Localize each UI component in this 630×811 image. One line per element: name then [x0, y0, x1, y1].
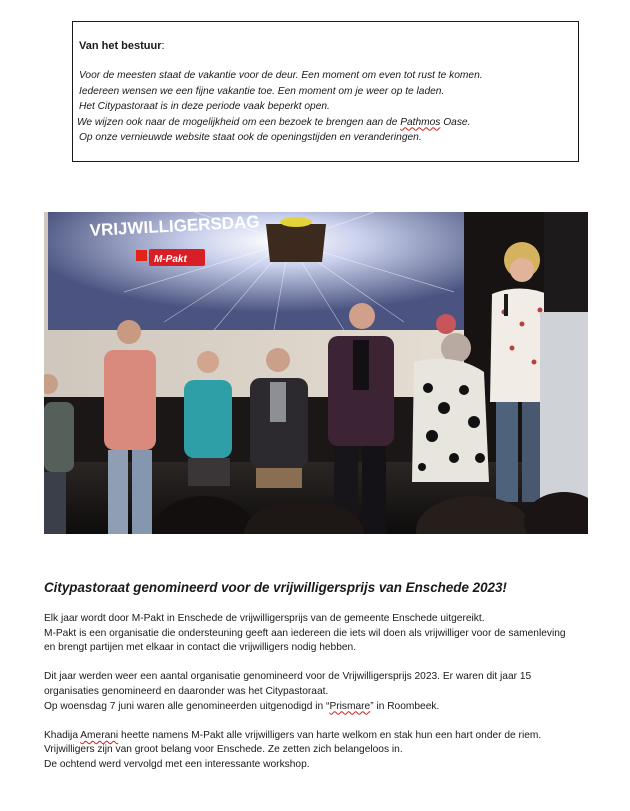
paragraph-1-line-1: Elk jaar wordt door M-Pakt in Enschede de vrijwilligersprijs van de gemeente Enschede uitgereikt. — [44, 613, 485, 624]
notice-line-2: Iedereen wensen we een fijne vakantie toe. Een moment om je weer op te laden. — [79, 85, 445, 97]
notice-line-4-end: Oase. — [440, 116, 471, 128]
article-title: Citypastoraat genomineerd voor de vrijwilligersprijs van Enschede 2023! — [44, 580, 507, 595]
paragraph-3-line-1-end: heette namens M-Pakt alle vrijwilligers van harte welkom en stak hun een hart onder de riem. — [118, 729, 542, 741]
paragraph-3-line-2: Vrijwilligers zijn van groot belang voor Enschede. Ze zetten zich belangeloos in. — [44, 744, 403, 756]
event-photo — [44, 212, 588, 534]
notice-line-5: Op onze vernieuwde website staat ook de openingstijden en veranderingen. — [79, 132, 422, 143]
notice-line-1: Voor de meesten staat de vakantie voor de deur. Een moment om even tot rust te komen. — [79, 70, 483, 81]
notice-line-3: Het Citypastoraat is in deze periode vaak beperkt open. — [79, 101, 330, 112]
paragraph-2-line-3-end: ” in Roombeek. — [370, 700, 440, 712]
paragraph-2-line-3 — [44, 700, 614, 715]
notice-title — [79, 40, 570, 52]
spellcheck-word: Prismare — [329, 700, 371, 712]
paragraph-2-line-1: Dit jaar werden weer een aantal organisatie genomineerd voor de Vrijwilligersprijs 2023. Er waren dit jaar 15 — [44, 671, 532, 683]
paragraph-2-line-2: organisaties genomineerd en daaronder was het Citypastoraat. — [44, 685, 329, 697]
spellcheck-word: Pathmos — [400, 116, 441, 128]
article-body — [44, 612, 614, 773]
screen-logo: M-Pakt — [154, 254, 187, 265]
notice-title-text: Van het bestuur — [79, 40, 162, 52]
paragraph-gap — [44, 656, 614, 671]
board-notice-box — [72, 21, 579, 162]
paragraph-3-line-3: De ochtend werd vervolgd met een interessante workshop. — [44, 758, 310, 770]
paragraph-3-line-1-start: Khadija — [44, 729, 81, 741]
paragraph-1-line-3: en brengt partijen met elkaar in contact die vrijwilligers nodig hebben. — [44, 642, 357, 654]
spellcheck-word: Amerani — [80, 729, 119, 741]
screen-title: VRIJWILLIGERSDAG — [89, 212, 260, 240]
paragraph-1-line-2: M-Pakt is een organisatie die ondersteuning geeft aan iedereen die iets wil doen als vrijwilliger voor de samenleving — [44, 627, 566, 639]
paragraph-gap — [44, 714, 614, 729]
notice-line-4 — [77, 115, 570, 131]
paragraph-2-line-3-start: Op woensdag 7 juni waren alle genomineerden uitgenodigd in “ — [44, 700, 330, 712]
notice-line-4-start: We wijzen ook naar de mogelijkheid om een bezoek te brengen aan de — [77, 116, 401, 128]
notice-title-colon: : — [161, 40, 165, 52]
paragraph-3-line-1 — [44, 729, 614, 744]
